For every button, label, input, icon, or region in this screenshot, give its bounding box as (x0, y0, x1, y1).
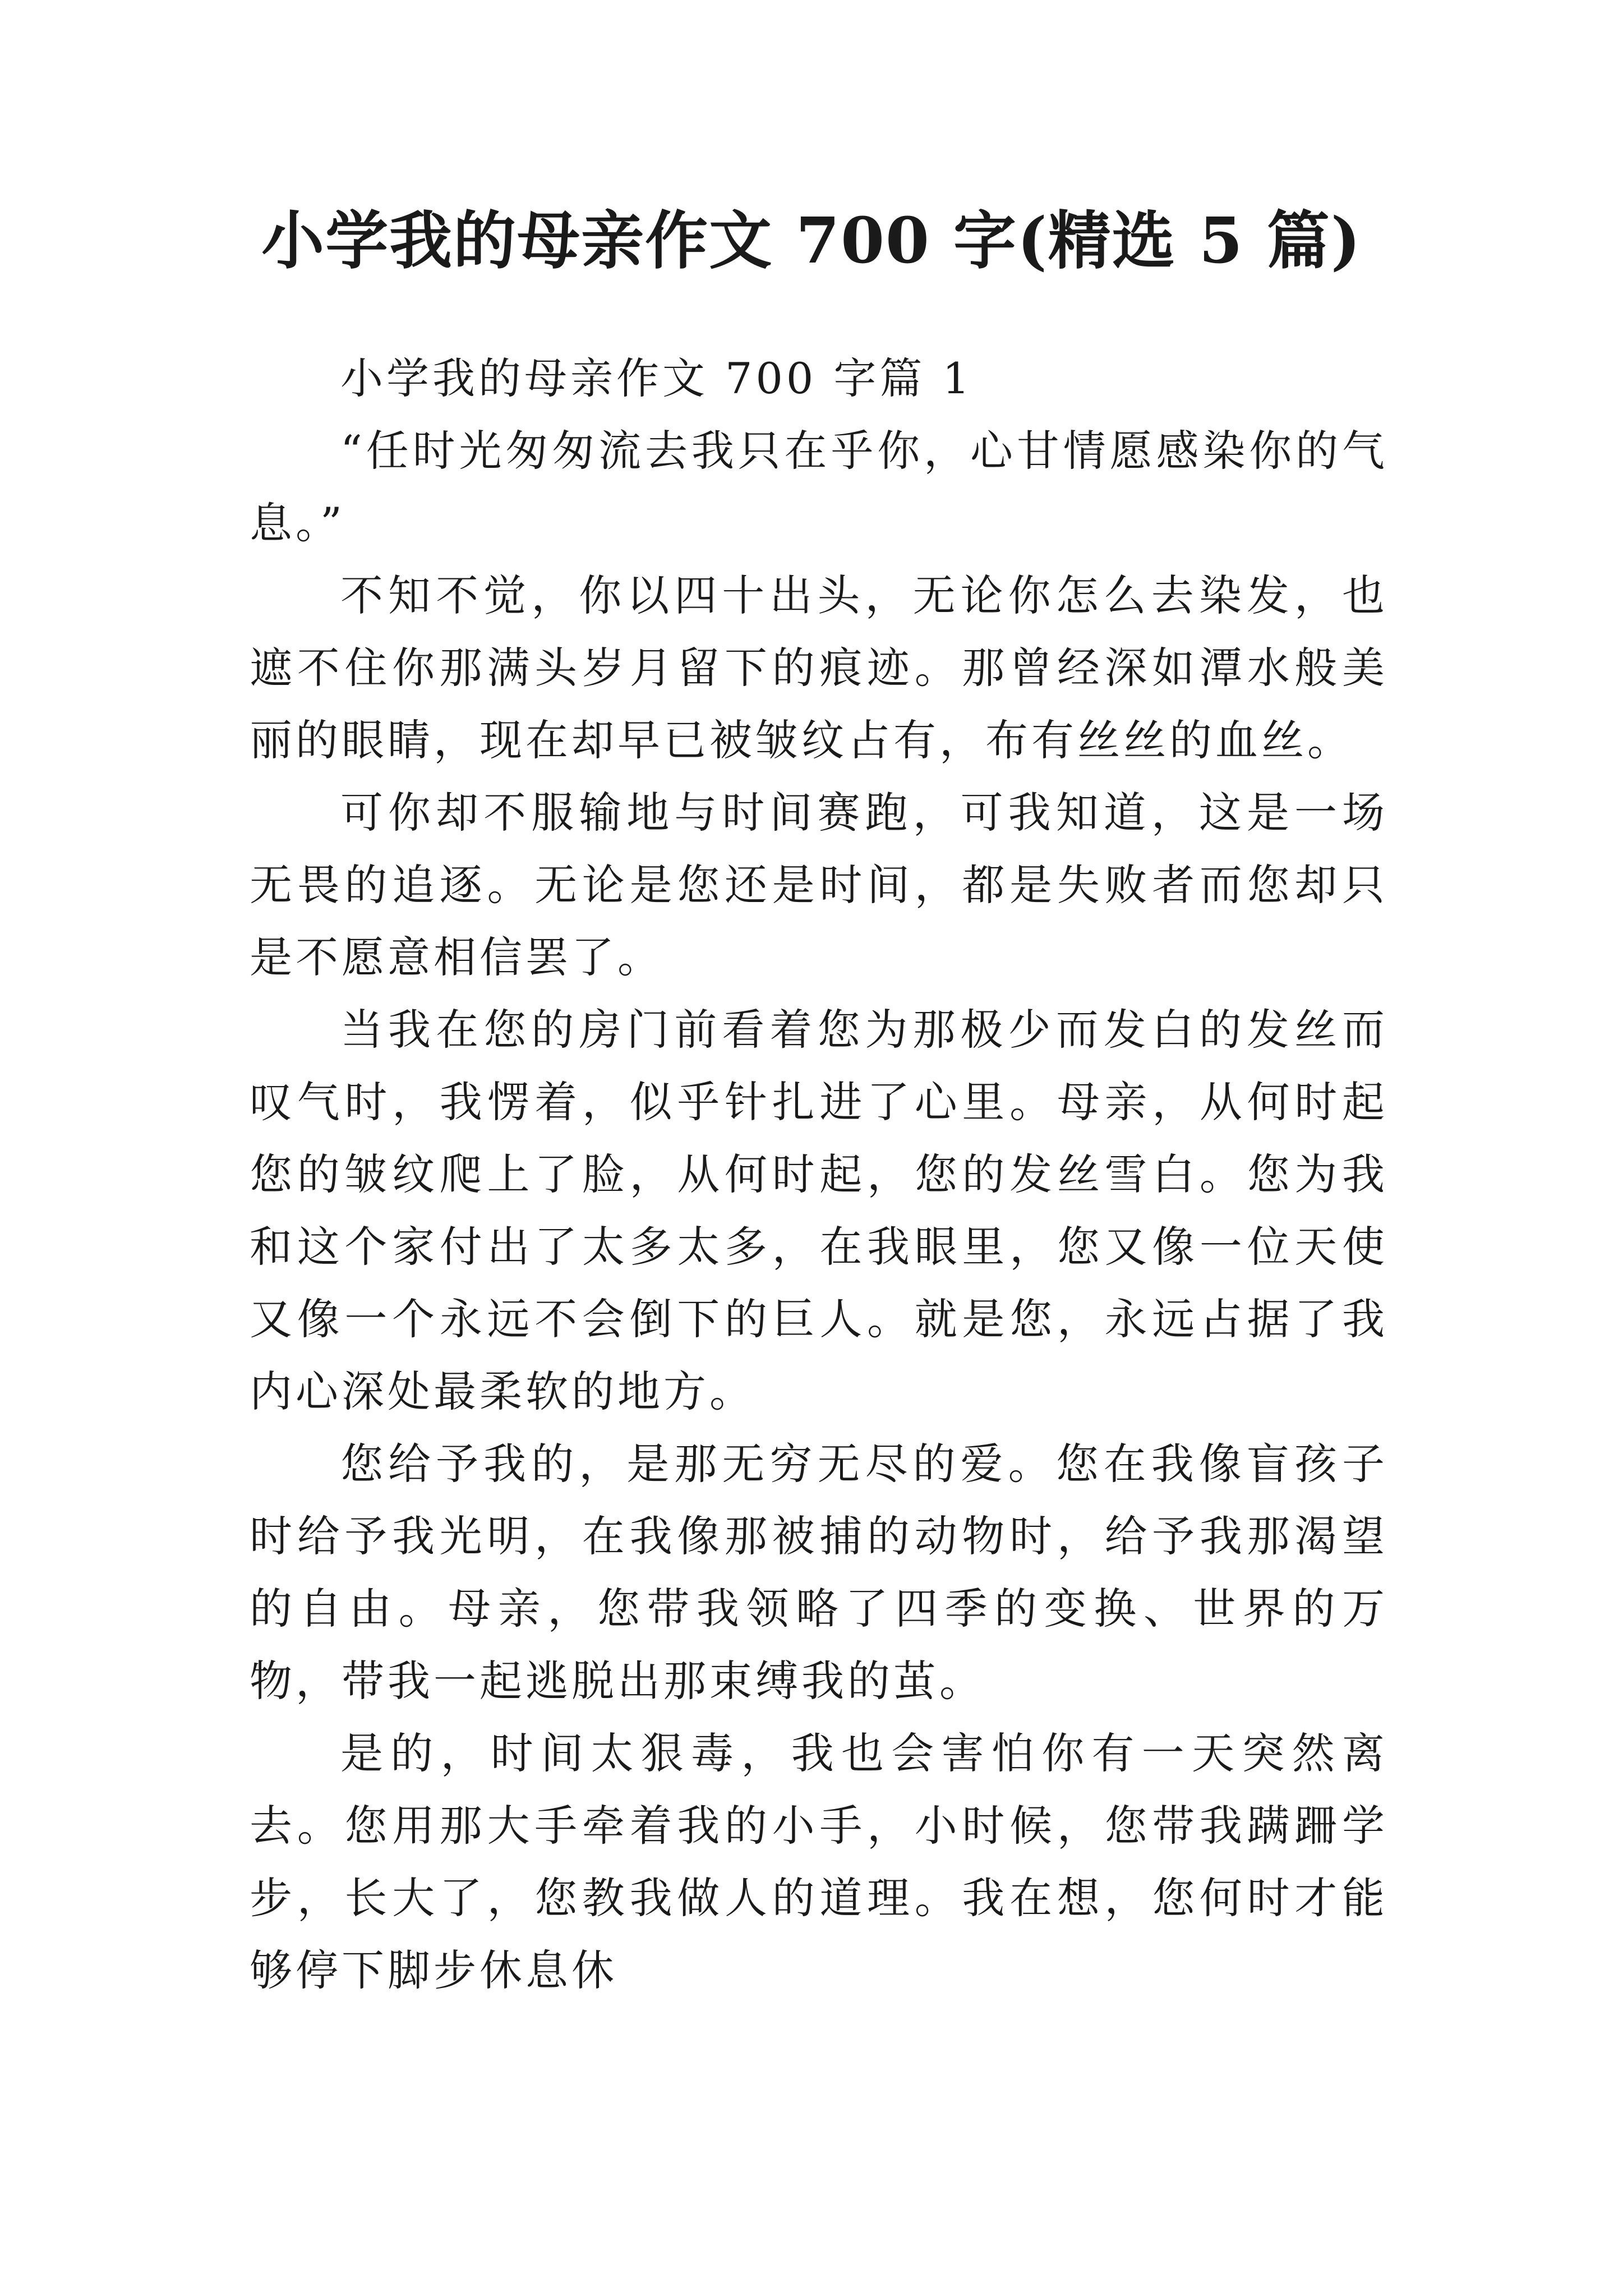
paragraph: 可你却不服输地与时间赛跑，可我知道，这是一场无畏的追逐。无论是您还是时间，都是失败者而您却只是不愿意相信罢了。 (250, 788, 1388, 982)
document-body (250, 342, 1388, 2007)
paragraph: “任时光匆匆流去我只在乎你，心甘情愿感染你的气息。” (250, 426, 1388, 548)
section-heading: 小学我的母亲作文 700 字篇 1 (340, 353, 973, 403)
document-title: 小学我的母亲作文 700 字(精选 5 篇) (261, 204, 1362, 278)
paragraph: 您给予我的，是那无穷无尽的爱。您在我像盲孩子时给予我光明，在我像那被捕的动物时，给予我那渴望的自由。母亲，您带我领略了四季的变换、世界的万物，带我一起逃脱出那束缚我的茧。 (250, 1439, 1388, 1706)
paragraph: 当我在您的房门前看着您为那极少而发白的发丝而叹气时，我愣着，似乎针扎进了心里。母亲，从何时起您的皱纹爬上了脸，从何时起，您的发丝雪白。您为我和这个家付出了太多太多，在我眼里，您又像一位天使又像一个永远不会倒下的巨人。就是您，永远占据了我内心深处最柔软的地方。 (250, 1005, 1388, 1416)
paragraph: 是的，时间太狠毒，我也会害怕你有一天突然离去。您用那大手牵着我的小手，小时候，您带我蹒跚学步，长大了，您教我做人的道理。我在想，您何时才能够停下脚步休息休 (250, 1728, 1388, 1995)
paragraph: 不知不觉，你以四十出头，无论你怎么去染发，也遮不住你那满头岁月留下的痕迹。那曾经深如潭水般美丽的眼睛，现在却早已被皱纹占有，布有丝丝的血丝。 (250, 570, 1388, 765)
